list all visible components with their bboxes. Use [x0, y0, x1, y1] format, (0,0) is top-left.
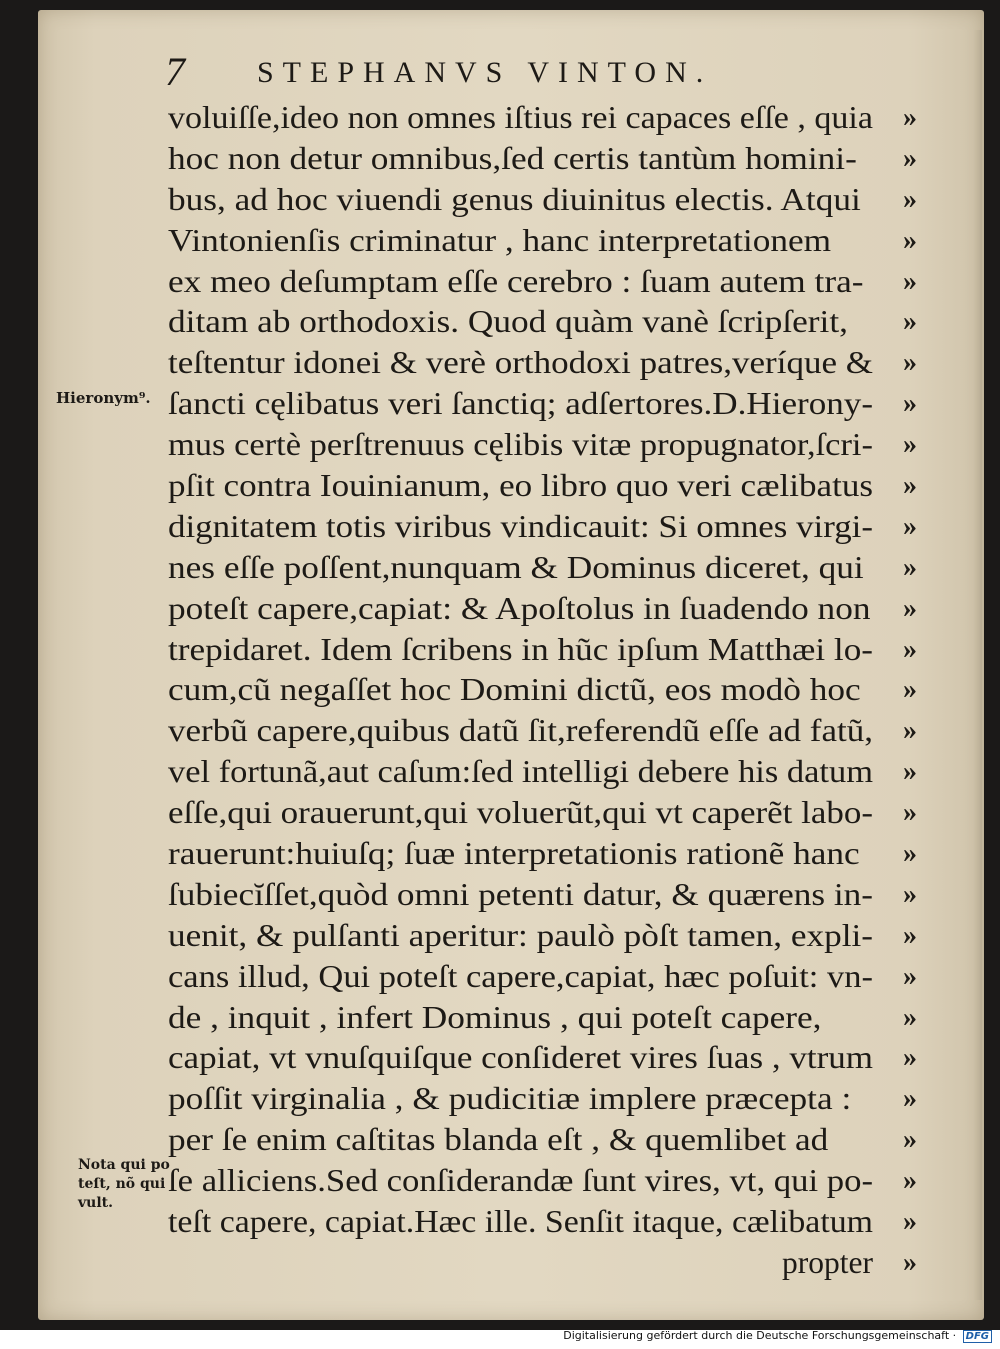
quote-mark: » [903, 265, 917, 297]
quote-mark: » [903, 388, 917, 420]
quote-mark: » [903, 1083, 917, 1115]
quote-mark: » [903, 1124, 917, 1156]
text-line-content: nes eſſe poſſent,nunquam & Dominus diceret, qui [168, 549, 864, 585]
text-line [168, 262, 917, 303]
quote-mark: » [903, 878, 917, 910]
text-line-content: propter [782, 1244, 873, 1280]
quote-mark: » [903, 960, 917, 992]
text-line-content: de , inquit , infert Dominus , qui poteſt capere, [168, 999, 822, 1035]
quote-mark: » [903, 551, 917, 583]
text-line [168, 630, 917, 671]
quote-mark: » [903, 1001, 917, 1033]
quote-mark: » [903, 347, 917, 379]
quote-mark: » [903, 592, 917, 624]
page-number: 7 [165, 49, 185, 94]
text-line [168, 916, 917, 957]
text-line [168, 548, 917, 589]
quote-mark: » [903, 633, 917, 665]
text-line [168, 957, 917, 998]
text-line [168, 998, 917, 1039]
quote-mark: » [903, 756, 917, 788]
quote-mark: » [903, 1206, 917, 1238]
text-line-content: bus, ad hoc viuendi genus diuinitus electis. Atqui [168, 181, 861, 217]
text-line-content: trepidaret. Idem ſcribens in hũc ipſum Matthæi lo- [168, 631, 874, 667]
text-line-content: cum,cũ negaſſet hoc Domini dictũ, eos modò hoc [168, 672, 861, 708]
quote-mark: » [903, 102, 917, 133]
text-line-content: voluiſſe,ideo non omnes iſtius rei capaces eſſe , quia [168, 100, 873, 135]
text-line [168, 1079, 917, 1120]
text-line [168, 752, 917, 793]
quote-mark: » [903, 919, 917, 951]
text-line-content: ſubiecĭſſet,quòd omni petenti datur, & quærens in- [168, 876, 873, 912]
text-line [168, 875, 917, 916]
text-line [168, 302, 917, 343]
text-line [168, 425, 917, 466]
text-line [168, 1161, 917, 1202]
text-line [168, 1243, 917, 1284]
text-line-content: vel fortunã,aut caſum:ſed intelligi debere his datum [168, 754, 873, 790]
text-line [168, 670, 917, 711]
text-line-content: ſe alliciens.Sed conſiderandæ ſunt vires, vt, qui po- [168, 1163, 873, 1199]
page-edge [974, 30, 982, 1300]
text-line [168, 507, 917, 548]
running-head-title: STEPHANVS VINTON. [257, 56, 713, 89]
text-line-content: cans illud, Qui poteſt capere,capiat, hæc poſuit: vn- [168, 958, 874, 994]
text-line [168, 1202, 917, 1243]
text-line-content: Vintonienſis criminatur , hanc interpretationem [168, 222, 832, 258]
text-line [168, 180, 917, 221]
footer-credit [563, 1329, 992, 1343]
dfg-logo: DFG [963, 1330, 992, 1343]
text-line-content: hoc non detur omnibus,ſed certis tantùm homini- [168, 140, 857, 176]
text-line-content: poteſt capere,capiat: & Apoſtolus in ſuadendo non [168, 590, 871, 626]
quote-mark: » [903, 797, 917, 829]
quote-mark: » [903, 674, 917, 706]
text-line [168, 221, 917, 262]
text-line-content: per ſe enim caſtitas blanda eſt , & quemlibet ad [168, 1122, 829, 1158]
text-line-content: mus certè perſtrenuus cęlibis vitæ propugnator,ſcri- [168, 427, 873, 463]
text-line-content: teſt capere, capiat.Hæc ille. Senſit itaque, cælibatum [168, 1204, 873, 1240]
text-line [168, 793, 917, 834]
text-line-content: eſſe,qui orauerunt,qui voluerũt,qui vt caperẽt labo- [168, 795, 873, 831]
margin-note-nota-line: vult. [78, 1195, 113, 1211]
text-line [168, 384, 917, 425]
text-line-content: teſtentur idonei & verè orthodoxi patres,veríque & [168, 345, 873, 381]
footer-credit-text: Digitalisierung gefördert durch die Deutsche Forschungsgemeinschaft · [563, 1329, 957, 1342]
text-line [168, 466, 917, 507]
text-line-content: dignitatem totis viribus vindicauit: Si omnes virgi- [168, 508, 873, 544]
text-line [168, 1120, 917, 1161]
text-line-content: rauerunt:huiuſq; ſuæ interpretationis rationẽ hanc [168, 836, 860, 872]
quote-mark: » [903, 470, 917, 502]
quote-mark: » [903, 183, 917, 215]
text-line [168, 343, 917, 384]
quote-mark: » [903, 510, 917, 542]
quote-mark: » [903, 224, 917, 256]
text-line [168, 139, 917, 180]
margin-note-hieronym: Hieronym⁹. [56, 389, 151, 407]
main-text [168, 98, 917, 1284]
text-line-content: uenit, & pulſanti aperitur: paulò pòſt tamen, expli- [168, 917, 873, 953]
quote-mark: » [903, 306, 917, 338]
text-line-content: capiat, vt vnuſquiſque conſideret vires ſuas , vtrum [168, 1040, 873, 1076]
text-line [168, 98, 917, 139]
quote-mark: » [903, 1165, 917, 1197]
quote-mark: » [903, 838, 917, 870]
quote-mark: » [903, 142, 917, 174]
text-line-content: ex meo deſumptam eſſe cerebro : ſuam autem tra- [168, 263, 864, 299]
running-head [165, 50, 865, 94]
text-line-content: ſancti cęlibatus veri ſanctiq; adſertores.D.Hierony- [168, 386, 873, 422]
text-line [168, 711, 917, 752]
text-line-content: verbũ capere,quibus datũ ſit,referendũ eſſe ad fatũ, [168, 713, 873, 749]
margin-note-nota-line: teſt, nõ qui [78, 1176, 166, 1192]
text-line-content: poſſit virginalia , & pudicitiæ implere præcepta : [168, 1081, 852, 1117]
margin-note-nota [78, 1156, 170, 1213]
text-line-content: ditam ab orthodoxis. Quod quàm vanè ſcripſerit, [168, 304, 848, 340]
quote-mark: » [903, 1246, 917, 1278]
text-line [168, 834, 917, 875]
quote-mark: » [903, 1042, 917, 1074]
text-line [168, 1038, 917, 1079]
quote-mark: » [903, 715, 917, 747]
text-line-content: pſit contra Iouinianum, eo libro quo veri cælibatus [168, 468, 873, 504]
margin-note-nota-line: Nota qui po [78, 1157, 170, 1173]
quote-mark: » [903, 429, 917, 461]
text-line [168, 589, 917, 630]
